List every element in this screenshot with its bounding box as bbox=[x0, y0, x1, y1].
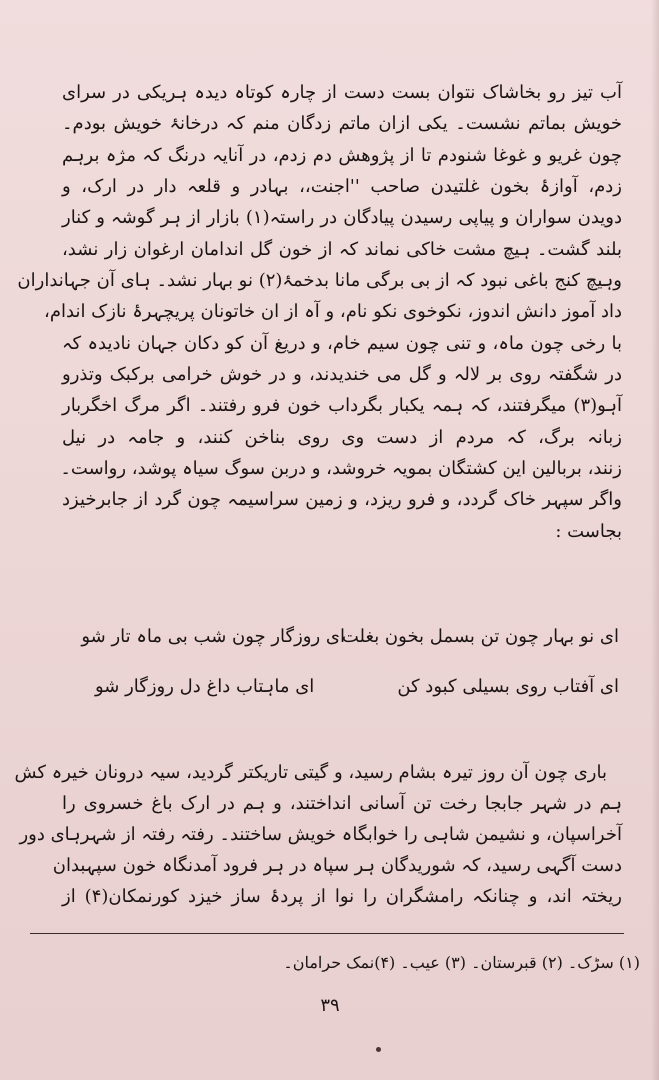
text-line: با رخی چون ماہ، و تنی چون سیم خام، و دریغ آن کو دکان جہان نادیدہ کہ bbox=[62, 333, 622, 354]
text-line: دویدن سواران و پیاپی رسیدن پیادگان در راستہ(۱) بازار از ہر گوشہ و کنار bbox=[62, 207, 622, 228]
text-line: داد آموز دانش اندوز، نکوخوی نکو نام، و آہ از ان خاتونان پریچہرۂ نازک اندام، bbox=[44, 301, 622, 322]
text-line: واگر سپہر خاک گردد، و فرو ریزد، و زمین سراسیمہ چون گرد از جابرخیزد bbox=[62, 489, 622, 510]
text-line: آہو(۳) میگرفتند، کہ ہمہ یکبار بگرداب خون فرو رفتند۔ اگر مرگ اخگربار bbox=[62, 395, 622, 416]
text-line: بلند گشت۔ ہیچ مشت خاکی نماند کہ از خون گل اندامان ارغوان زار نشد، bbox=[62, 239, 622, 260]
text-line: خویش بماتم نشست۔ یکی ازان ماتم زدگان منم کہ درخانۂ خویش بودم۔ bbox=[62, 113, 622, 134]
text-line: چون غریو و غوغا شنودم تا از پژوهش دم زدم، در آنایہ درنگ کہ مژہ برہم bbox=[62, 145, 622, 166]
text-line: باری چون آن روز تیرہ بشام رسید، و گیتی تاریکتر گردید، سیہ درونان خیرہ کش bbox=[14, 762, 607, 783]
footnotes: (۱) سڑک۔ (۲) قبرستان۔ (۳) عیب۔ (۴)نمک حرامان۔ bbox=[283, 953, 640, 972]
footnote-separator bbox=[30, 933, 624, 934]
text-line: ہم در شہر جابجا رخت تن آسانی انداختند، و ہم در ارک باغ خسروی را bbox=[62, 793, 622, 814]
verse-1-hemistich-left: ای روزگار چون شب بی ماہ تار شو bbox=[81, 626, 345, 647]
text-line: زنند، بربالین این کشتگان بمویہ خروشد، و دربن سوگ سیاہ پوشد، رواست۔ bbox=[60, 458, 622, 479]
page-number: ۳۹ bbox=[320, 995, 340, 1016]
verse-2-hemistich-right: ای آفتاب روی بسیلی کبود کن bbox=[397, 676, 619, 697]
text-line: ریختہ اند، و چنانکہ رامشگران را نوا از پردۂ ساز خیزد کورنمکان(۴) از bbox=[62, 886, 622, 907]
text-line: آخراسپان، و نشیمن شاہی را خوابگاہ خویش ساختند۔ رفتہ رفتہ از شہرہای دور bbox=[19, 824, 622, 845]
text-line: در شگفتہ روی بر لالہ و گل می خندیدند، و در خوش خرامی برکبک وتذرو bbox=[62, 364, 622, 385]
text-line: زبانہ برگ، کہ مردم از دست وی روی بناخن کنند، و جامہ در نیل bbox=[62, 427, 622, 448]
text-line: بجاست : bbox=[555, 521, 622, 542]
page-edge-shadow bbox=[651, 0, 659, 1080]
text-line: دست آگہی رسید، کہ شوریدگان ہر سپاہ در ہر فرود آمدنگاہ خون سپہبدان bbox=[52, 855, 622, 876]
verse-1-hemistich-right: ای نو بہار چون تن بسمل بخون بغلت bbox=[341, 626, 619, 647]
text-line: وہیچ کنج باغی نبود کہ از بی برگی مانا بدخمۂ(۲) نو بہار نشد۔ ہای آن جہانداران bbox=[17, 270, 622, 291]
print-mark bbox=[376, 1047, 381, 1052]
verse-2-hemistich-left: ای ماہتاب داغ دل روزگار شو bbox=[95, 676, 315, 697]
text-line: آب تیز رو بخاشاک نتوان بست دست از چارہ کوتاہ دیدہ ہریکی در سرای bbox=[62, 82, 622, 103]
text-line: زدم، آوازۂ بخون غلتیدن صاحب ''اجنت،، بہادر و قلعہ دار در ارک، و bbox=[62, 176, 622, 197]
